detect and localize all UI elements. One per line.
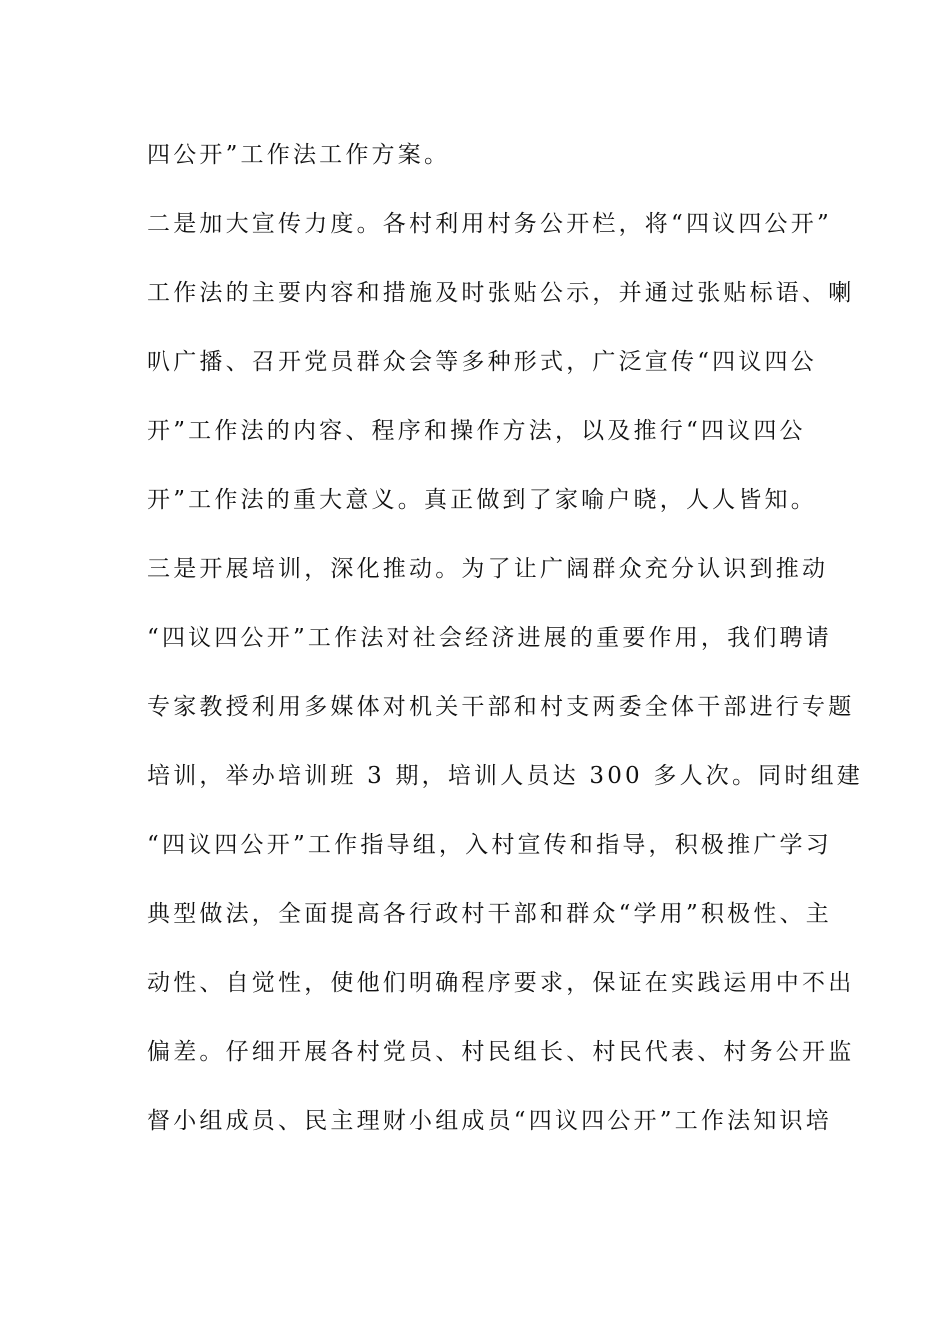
text-line: 二是加大宣传力度。各村利用村务公开栏，将“四议四公开” — [147, 211, 832, 237]
text-line: 三是开展培训，深化推动。为了让广阔群众充分认识到推动 — [147, 556, 829, 582]
text-line: “四议四公开”工作指导组，入村宣传和指导，积极推广学习 — [147, 832, 832, 858]
text-line: 工作法的主要内容和措施及时张贴公示，并通过张贴标语、喇 — [147, 280, 855, 306]
text-line: 偏差。仔细开展各村党员、村民组长、村民代表、村务公开监 — [147, 1039, 855, 1065]
text-line: 开”工作法的重大意义。真正做到了家喻户晓，人人皆知。 — [147, 487, 817, 513]
body-text — [147, 128, 863, 1163]
text-line: 培训，举办培训班 3 期，培训人员达 300 多人次。同时组建 — [147, 763, 863, 789]
text-line: 四公开”工作法工作方案。 — [147, 142, 451, 168]
text-line: “四议四公开”工作法对社会经济进展的重要作用，我们聘请 — [147, 625, 832, 651]
text-line: 开”工作法的内容、程序和操作方法，以及推行“四议四公 — [147, 418, 806, 444]
text-line: 专家教授利用多媒体对机关干部和村支两委全体干部进行专题 — [147, 694, 855, 720]
text-line: 叭广播、召开党员群众会等多种形式，广泛宣传“四议四公 — [147, 349, 817, 375]
text-line: 督小组成员、民主理财小组成员“四议四公开”工作法知识培 — [147, 1108, 832, 1134]
text-line: 典型做法，全面提高各行政村干部和群众“学用”积极性、主 — [147, 901, 832, 927]
text-line: 动性、自觉性，使他们明确程序要求，保证在实践运用中不出 — [147, 970, 855, 996]
